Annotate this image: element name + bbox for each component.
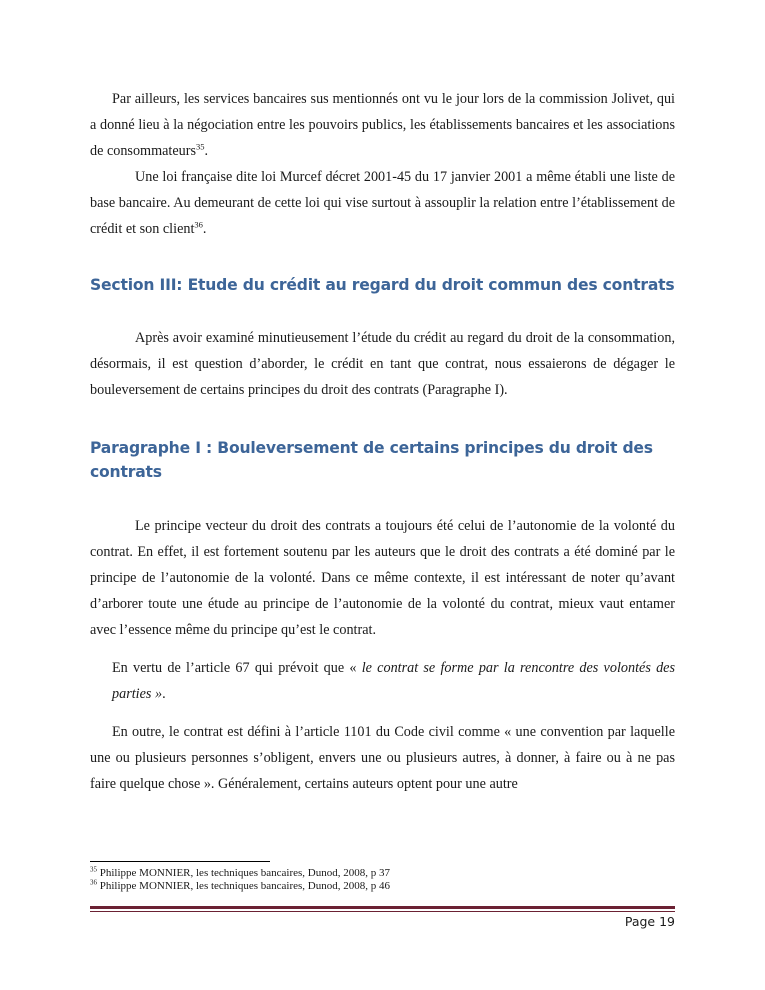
paragraph-end: . [162,686,166,702]
paragraph-loi-murcef [90,164,675,242]
page-number: Page 19 [624,914,675,929]
footnote-35 [90,867,390,880]
section-iii-heading: Section III: Etude du crédit au regard du droit commun des contrats [90,276,675,294]
footnote-number: 36 [90,878,97,887]
footnote-36 [90,880,390,893]
paragraph-principe-vecteur: Le principe vecteur du droit des contrats a toujours été celui de l’autonomie de la volonté du contrat. En effet, il est fortement soutenu par les auteurs que le droit des contrats a été dominé par le principe de l’autonomie de la volonté. Dans ce même contexte, il est intéressant de noter qu’avant d’arborer toute une étude au principe de l’autonomie de la volonté du contrat, mieux vaut entamer avec l’essence même du principe qu’est le contrat. [90,518,675,638]
paragraph-article-67 [112,655,675,707]
paragraph-text: Une loi française dite loi Murcef décret 2001-45 du 17 janvier 2001 a même établi une liste de base bancaire. Au demeurant de cette loi qui vise surtout à assouplir la relation entre l’établissement de crédit et son client [90,169,675,237]
paragraph-introduction: Après avoir examiné minutieusement l’étude du crédit au regard du droit de la consommation, désormais, il est question d’aborder, le crédit en tant que contrat, nous essaierons de dégager le bouleversement de certains principes du droit des contrats (Paragraphe I). [90,330,675,398]
heading-line-2: contrats [90,463,162,481]
footnote-text: Philippe MONNIER, les techniques bancaires, Dunod, 2008, p 37 [99,867,390,879]
footer-rule-thick [90,906,675,909]
paragraph-end: . [204,143,209,159]
heading-line-1: Paragraphe I : Bouleversement de certains principes du droit des [90,439,653,457]
footnote-separator [90,861,270,862]
paragraph-commission-jolivet [90,86,675,164]
paragraph-text: Par ailleurs, les services bancaires sus mentionnés ont vu le jour lors de la commission Jolivet, qui a donné lieu à la négociation entre les pouvoirs publics, les établissements bancaires et les associations de consommateurs [90,91,675,159]
footnote-text: Philippe MONNIER, les techniques bancaires, Dunod, 2008, p 46 [99,880,390,892]
footnote-ref-35: 35 [195,141,205,152]
paragraphe-i-heading [90,436,675,484]
footer-rule-thin [90,911,675,912]
paragraph-text: En vertu de l’article 67 qui prévoit que « [112,660,362,676]
paragraph-article-1101: En outre, le contrat est défini à l’article 1101 du Code civil comme « une convention par laquelle une ou plusieurs personnes s’obligent, envers une ou plusieurs autres, à donner, à faire ou à ne pas faire quelque chose ». Généralement, certains auteurs optent pour une autre [90,724,675,792]
footnote-number: 35 [90,865,97,874]
footnote-ref-36: 36 [194,219,203,230]
paragraph-end: . [202,221,207,237]
legal-quote: le contrat se forme par la rencontre des volontés des parties » [112,660,675,702]
